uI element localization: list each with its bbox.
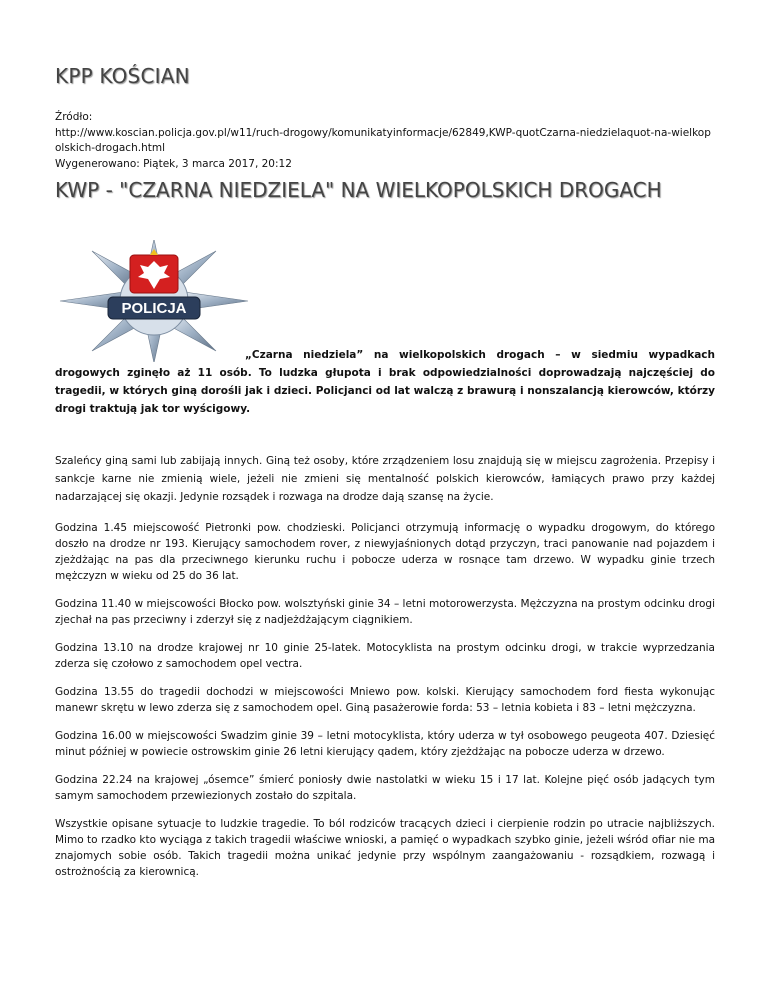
- paragraph: Wszystkie opisane sytuacje to ludzkie tragedie. To ból rodziców tracących dzieci i cierpienie rodzin po utracie najbliższych. Mimo to rzadko kto wyciąga z takich tragedii właściwe wnioski, a pamięć o wypadkach szybko ginie, jeżeli wśród ofiar nie ma znajomych sobie osób. Takich tragedii można unikać jedynie przy wspólnym zaangażowaniu - rozsądkiem, rozwagą i ostrożnością za kierownicą.: [55, 818, 715, 878]
- logo-text: POLICJA: [121, 300, 187, 317]
- generated-date: Wygenerowano: Piątek, 3 marca 2017, 20:12: [55, 157, 292, 170]
- paragraph: Szaleńcy giną sami lub zabijają innych. Giną też osoby, które zrządzeniem losu znajdują się w miejscu zagrożenia. Przepisy i sankcje karne nie zmienią wiele, jeżeli nie zmieni się mentalność polskich kierowców, łamiących prawo przy każdej nadarzającej się okazji. Jedynie rozsądek i rozwaga na drodze dają szansę na życie.: [55, 455, 715, 503]
- site-title: KPP KOŚCIAN: [55, 64, 190, 88]
- paragraph: Godzina 13.55 do tragedii dochodzi w miejscowości Mniewo pow. kolski. Kierujący samochodem ford fiesta wykonując manewr skrętu w lewo zderza się z samochodem opel. Giną pasażerowie forda: 53 – letnia kobieta i 83 – letni mężczyzna.: [55, 686, 715, 714]
- paragraph: Godzina 13.10 na drodze krajowej nr 10 ginie 25-latek. Motocyklista na prostym odcinku drogi, w trakcie wyprzedzania zderza się czołowo z samochodem opel vectra.: [55, 642, 715, 670]
- article-body: [55, 452, 715, 892]
- paragraph: Godzina 1.45 miejscowość Pietronki pow. chodzieski. Policjanci otrzymują informację o wypadku drogowym, do którego doszło na drodze nr 193. Kierujący samochodem rover, z niewyjaśnionych dotąd przyczyn, traci panowanie nad pojazdem i zjeżdżając na pas dla przeciwnego kierunku ruchu i pobocze uderza w rosnące tam drzewo. W wypadku ginie trzech mężczyzn w wieku od 25 do 36 lat.: [55, 522, 715, 582]
- paragraph: Godzina 16.00 w miejscowości Swadzim ginie 39 – letni motocyklista, który uderza w tył osobowego peugeota 407. Dziesięć minut później w powiecie ostrowskim ginie 26 letni kierujący qadem, który zjeżdżając na pobocze uderza w drzewo.: [55, 730, 715, 758]
- article-title: KWP - "CZARNA NIEDZIELA" NA WIELKOPOLSKICH DROGACH: [55, 178, 662, 202]
- source-url[interactable]: http://www.koscian.policja.gov.pl/w11/ruch-drogowy/komunikatyinformacje/62849,KWP-quotCzarna-niedzielaquot-na-wielkopolskich-drogach.html: [55, 126, 711, 154]
- paragraph: Godzina 22.24 na krajowej „ósemce” śmierć poniosły dwie nastolatki w wieku 15 i 17 lat. Kolejne pięć osób jadących tym samym samochodem przewiezionych zostało do szpitala.: [55, 774, 715, 802]
- paragraph: Godzina 11.40 w miejscowości Błocko pow. wolsztyński ginie 34 – letni motorowerzysta. Mężczyzna na prostym odcinku drogi zjechał na pas przeciwny i zderzył się z nadjeżdżającym ciągnikiem.: [55, 598, 715, 626]
- lead-text: „Czarna niedziela” na wielkopolskich drogach – w siedmiu wypadkach drogowych zginęło aż 11 osób. To ludzka głupota i brak odpowiedzialności doprowadzają najczęściej do tragedii, w których giną dorośli jak i dzieci. Policjanci od lat walczą z brawurą i nonszalancją kierowców, którzy drogi traktują jak tor wyścigowy.: [55, 349, 715, 415]
- source-block: [55, 110, 715, 172]
- police-star-logo: [59, 240, 249, 362]
- article-lead: [55, 346, 715, 418]
- source-label: Źródło:: [55, 111, 93, 123]
